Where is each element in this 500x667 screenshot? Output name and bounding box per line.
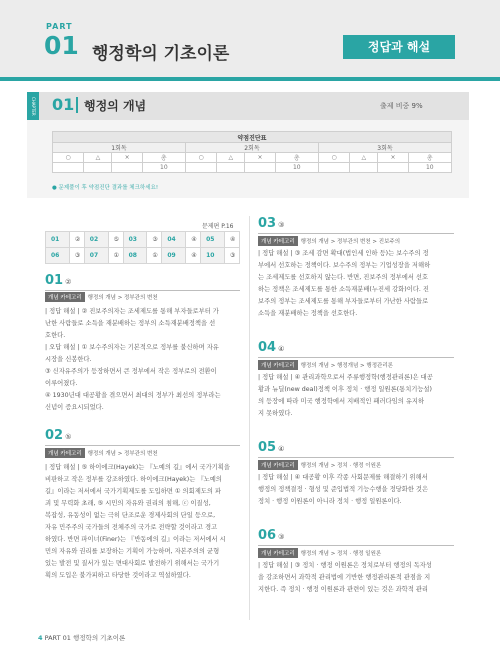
question-rule (258, 233, 454, 234)
answer-num: 09 (162, 247, 186, 263)
answer-val: ④ (224, 231, 239, 247)
answer-val: ④ (186, 231, 201, 247)
para-line: ④ 1930년대 대공황을 겪으면서 최대의 정부가 최선의 정부라는 (45, 392, 221, 399)
diagnosis-round: 3회독 (318, 143, 451, 153)
question-num-text: 01 (45, 273, 64, 288)
question-explanation (258, 248, 458, 320)
para-line: 획의 도입은 불가피하고 타당한 것이라고 역설하였다. (45, 572, 191, 579)
diag-col: ○ (53, 153, 84, 163)
question-num-text: 02 (45, 428, 64, 443)
chapter-divider (76, 97, 78, 113)
category-path: 행정의 개념 > 정치 · 행정 이원론 (300, 463, 382, 469)
question-number (258, 440, 284, 455)
diag-cell[interactable] (185, 163, 216, 173)
question-num-text: 04 (258, 340, 277, 355)
category-tag-row (45, 292, 158, 302)
question-mark: ③ (278, 533, 285, 541)
diag-total: 10 (408, 163, 451, 173)
para-line: | 정답 해설 | ⑤ 하이에크(Hayek)는 『노예의 길』에서 국가기획을 (45, 464, 230, 471)
question-rule (258, 357, 454, 358)
chapter-side-tab: CHAPTER (27, 92, 39, 120)
para-line: ③ 신자유주의가 등장하면서 큰 정부에서 작은 정부로의 전환이 (45, 368, 217, 375)
diag-col: △ (350, 153, 378, 163)
diag-cell[interactable] (217, 163, 245, 173)
question-explanation (258, 472, 458, 508)
part-number: 01 (44, 31, 79, 60)
footer-text: PART 01 행정학의 기초이론 (44, 634, 126, 642)
question-number (45, 273, 71, 288)
answer-num: 04 (162, 231, 186, 247)
question-explanation (45, 306, 241, 414)
answer-val: ③ (147, 231, 162, 247)
page-number: 4 (38, 634, 43, 642)
diag-col: 총 (275, 153, 318, 163)
category-tag: 개념 카테고리 (258, 460, 298, 470)
question-number (45, 428, 71, 443)
para-line: | 정답 해설 | ③ 조세 감면 확대(법인세 인하 등)는 보수주의 정 (258, 250, 429, 257)
diag-col: × (378, 153, 408, 163)
answer-num: 03 (123, 231, 147, 247)
question-rule (258, 457, 454, 458)
answer-val: ④ (186, 247, 201, 263)
para-line: 시장을 신봉한다. (45, 356, 92, 363)
header-accent-strip (0, 77, 500, 81)
category-tag-row (45, 448, 158, 458)
para-line: 을 강조하면서 과학적 관리법에 기반한 행정관리론적 관점을 지 (258, 574, 431, 581)
diagnosis-table (52, 131, 452, 173)
column-divider (249, 216, 250, 620)
diag-col: × (112, 153, 142, 163)
para-line: 부에서 선호하는 정책이다. 보수주의 정부는 기업성장을 저해하 (258, 262, 431, 269)
question-mark: ⑤ (65, 433, 72, 441)
question-num-text: 06 (258, 528, 277, 543)
chapter-frequency: 출제 비중 9% (380, 102, 423, 110)
diagnosis-round: 2회독 (185, 143, 318, 153)
category-tag: 개념 카테고리 (45, 448, 85, 458)
diag-col: × (245, 153, 275, 163)
para-line: 는 조세제도를 선호하지 않는다. 반면, 진보주의 정부에서 선호 (258, 274, 429, 281)
para-line: | 정답 해설 | ② 진보주의자는 조세제도를 통해 부자들로부터 가 (45, 308, 219, 315)
para-line: 의 등장에 따라 미국 행정학에서 지배적인 패러다임의 유지하 (258, 398, 425, 405)
category-tag-row (258, 548, 381, 558)
diag-col: △ (84, 153, 112, 163)
chapter-title: 행정의 개념 (84, 99, 147, 113)
category-tag-row (258, 236, 400, 246)
category-path: 행정의 개념 > 정부관의 변천 (87, 451, 158, 457)
answer-val: ① (147, 247, 162, 263)
para-line: 호한다. (45, 332, 66, 339)
question-explanation (258, 560, 458, 596)
diagnosis-title: 약점진단표 (53, 132, 452, 143)
category-path: 행정의 개념 > 정치 · 행정 일원론 (300, 551, 382, 557)
answer-num: 05 (201, 231, 225, 247)
answer-key-table (45, 221, 240, 264)
question-rule (45, 290, 240, 291)
answer-source: 문제편 P.16 (201, 223, 234, 231)
question-mark: ④ (278, 345, 285, 353)
answer-num: 10 (201, 247, 225, 263)
diag-total: 10 (142, 163, 185, 173)
para-line: 자유 민주주의 국가들의 전체주의 국가로 전략할 것이라고 경고 (45, 524, 218, 531)
diag-col: △ (217, 153, 245, 163)
question-num-text: 03 (258, 216, 277, 231)
question-mark: ③ (278, 221, 285, 229)
diag-cell[interactable] (318, 163, 349, 173)
para-line: 지 못하였다. (258, 410, 293, 417)
para-line: 행정의 정책결정 · 형성 및 준입법적 기능수행을 정당화한 것은 (258, 486, 429, 493)
para-line: 이루어졌다. (45, 380, 78, 387)
para-line: 황과 뉴딜(new deal)정책 이후 정치 · 행정 일원론(통치기능설) (258, 386, 432, 393)
para-line: | 정답 해설 | ③ 정치 · 행정 이원론은 정치로부터 행정의 독자성 (258, 562, 432, 569)
question-num-text: 05 (258, 440, 277, 455)
para-line: 민의 자유와 권리를 보장하는 기획이 가능하며, 자본주의의 균형 (45, 548, 220, 555)
diagnosis-round: 1회독 (53, 143, 186, 153)
para-line: 보주의 정부는 조세제도를 통해 부자들로부터 가난한 사람들로 (258, 298, 429, 305)
para-line: 신념이 증요시되었다. (45, 404, 104, 411)
diag-col: ○ (185, 153, 216, 163)
diag-cell[interactable] (53, 163, 84, 173)
para-line: 소득을 재분배하는 정책을 선호한다. (258, 310, 358, 317)
question-number (258, 340, 284, 355)
para-line: 하였다. 반면 파이너(Finer)는 『반동에의 길』이라는 저서에서 시 (45, 536, 226, 543)
answer-val: ② (69, 231, 84, 247)
diag-cell[interactable] (112, 163, 142, 173)
answer-tab: 정답과 해설 (343, 35, 455, 59)
para-line: 복잡성, 유동성이 없는 극히 단조로운 경제사회의 단일 등으로, (45, 512, 216, 519)
diag-cell[interactable] (378, 163, 408, 173)
para-line: 하는 정책은 조세제도를 통한 소득재분배(누진세 강화)이다. 진 (258, 286, 429, 293)
diagnosis-note: ● 문제풀이 후 약점진단 결과를 체크하세요! (52, 185, 159, 191)
question-explanation (258, 372, 458, 420)
diag-cell[interactable] (350, 163, 378, 173)
category-tag-row (258, 360, 393, 370)
para-line: 비판하고 작은 정부를 강조하였다. 하이에크(Hayek)는 『노예의 (45, 476, 222, 483)
question-number (258, 528, 284, 543)
diag-col: 총 (142, 153, 185, 163)
category-tag-row (258, 460, 381, 470)
category-tag: 개념 카테고리 (45, 292, 85, 302)
answer-val: ⑤ (108, 231, 123, 247)
diag-cell[interactable] (84, 163, 112, 173)
part-label: PART (46, 22, 73, 31)
category-path: 행정의 개념 > 행정개념 > 행정관리론 (300, 363, 393, 369)
part-title: 행정학의 기초이론 (92, 44, 230, 64)
para-line: | 정답 해설 | ④ 대공황 이후 각종 사회문제를 해결하기 위해서 (258, 474, 428, 481)
diag-col: 총 (408, 153, 451, 163)
question-mark: ② (65, 278, 72, 286)
category-tag: 개념 카테고리 (258, 236, 298, 246)
question-explanation (45, 462, 241, 582)
answer-num: 07 (84, 247, 108, 263)
category-path: 행정의 개념 > 정부관의 변천 > 진보주의 (300, 239, 401, 245)
para-line: 정치 · 행정 이원론이 아니라 정치 · 행정 일원론이다. (258, 498, 402, 505)
answer-num: 06 (46, 247, 70, 263)
answer-num: 01 (46, 231, 70, 247)
category-path: 행정의 개념 > 정부관의 변천 (87, 295, 158, 301)
diag-total: 10 (275, 163, 318, 173)
answer-val: ③ (69, 247, 84, 263)
answer-num: 08 (123, 247, 147, 263)
para-line: | 오답 해설 | ① 보수주의자는 기본적으로 정부를 불신하며 자유 (45, 344, 219, 351)
page-footer (38, 633, 125, 642)
para-line: 괴 및 무력화 초래, ⑤ 시민의 자유와 권리의 침해, ⓒ 이질성, (45, 500, 211, 507)
answer-num: 02 (84, 231, 108, 247)
para-line: 지한다. 즉 정치 · 행정 이원론과 관련이 있는 것은 과학적 관리 (258, 586, 429, 593)
para-line: 있는 발전 및 질서가 있는 면대사회로 발전하기 위해서는 국가기 (45, 560, 220, 567)
chapter-number: 01 (52, 95, 75, 114)
para-line: | 정답 해설 | ④ 관리과학으로서 주류행정학(행정관리론)은 대공 (258, 374, 433, 381)
answer-val: ① (108, 247, 123, 263)
category-tag: 개념 카테고리 (258, 360, 298, 370)
category-tag: 개념 카테고리 (258, 548, 298, 558)
para-line: 길』이라는 저서에서 국가기획제도를 도입하면 ① 의회제도의 파 (45, 488, 222, 495)
para-line: 난한 사람들로 소득을 재분배하는 정부의 소득재분배정책을 선 (45, 320, 216, 327)
question-mark: ④ (278, 445, 285, 453)
diag-cell[interactable] (245, 163, 275, 173)
answer-val: ③ (224, 247, 239, 263)
question-rule (258, 545, 454, 546)
question-number (258, 216, 284, 231)
question-rule (45, 445, 240, 446)
diag-col: ○ (318, 153, 349, 163)
